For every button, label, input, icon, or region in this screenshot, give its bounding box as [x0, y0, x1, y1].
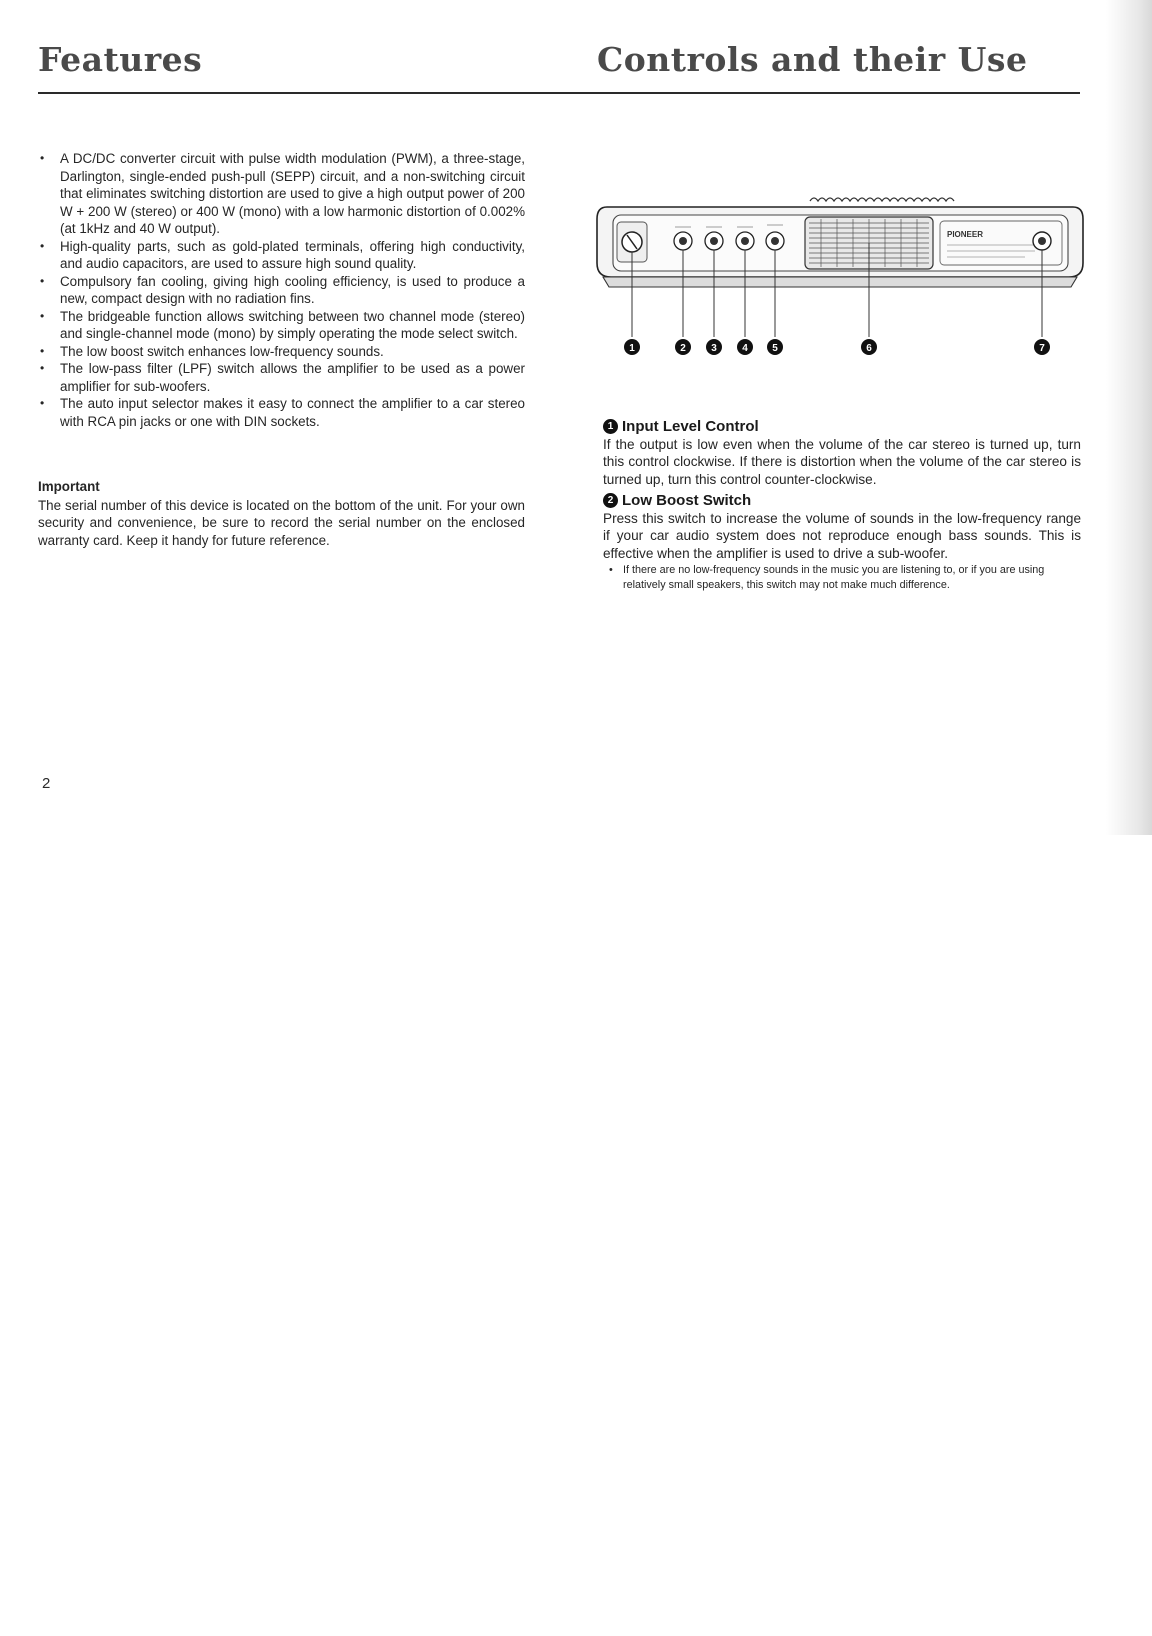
feature-item: • Compulsory fan cooling, giving high cooling efficiency, is used to produce a new, compact design with no radiation fins. [38, 273, 525, 308]
amplifier-front-panel-illustration [595, 195, 1085, 375]
feature-item: • High-quality parts, such as gold-plated terminals, offering high conductivity, and audio capacitors, are used to assure high sound quality. [38, 238, 525, 273]
control-description: Press this switch to increase the volume of sounds in the low-frequency range if your car audio system does not reproduce enough bass sounds. This is effective when the amplifier is used to drive a sub-woofer. [603, 510, 1081, 561]
power-indicator-dot [1038, 237, 1046, 245]
control-low-boost [603, 492, 1081, 592]
page-number: 2 [42, 775, 51, 792]
callout-5-label: 5 [772, 343, 778, 354]
controls-title: Controls and their Use [597, 40, 1028, 79]
control-number-badge: 1 [603, 419, 618, 434]
important-heading: Important [38, 479, 100, 494]
callout-2-label: 2 [680, 343, 686, 354]
features-title: Features [38, 40, 203, 79]
control-description: If the output is low even when the volume of the car stereo is turned up, turn this control clockwise. If there is distortion when the volume of the car stereo is turned up, turn this control counter-clockwise. [603, 436, 1081, 487]
feature-item: • A DC/DC converter circuit with pulse width modulation (PWM), a three-stage, Darlington, single-ended push-pull (SEPP) circuit, and a non-switching circuit that eliminates switching distortion are used to give a high output power of 200 W + 200 W (stereo) or 400 W (mono) with a low harmonic distortion of 0.002% (at 1kHz and 40 W output). [38, 150, 525, 238]
feature-item: • The bridgeable function allows switching between two channel mode (stereo) and single-channel mode (mono) by simply operating the mode select switch. [38, 308, 525, 343]
important-notice [38, 478, 525, 549]
control-number-badge: 2 [603, 493, 618, 508]
control-heading [603, 418, 1081, 436]
feature-item: • The auto input selector makes it easy to connect the amplifier to a car stereo with RCA pin jacks or one with DIN sockets. [38, 395, 525, 430]
feature-list [38, 150, 525, 430]
control-input-level [603, 418, 1081, 488]
control-title: Low Boost Switch [622, 492, 752, 509]
callout-7-label: 7 [1039, 343, 1045, 354]
important-text: The serial number of this device is located on the bottom of the unit. For your own security and convenience, be sure to record the serial number on the enclosed warranty card. Keep it handy for future reference. [38, 497, 525, 548]
callout-1-label: 1 [629, 343, 635, 354]
amplifier-base [603, 277, 1077, 287]
callout-6-label: 6 [866, 343, 872, 354]
callout-3-label: 3 [711, 343, 717, 354]
scan-shadow-edge [1106, 0, 1152, 835]
feature-item: • The low boost switch enhances low-frequency sounds. [38, 343, 525, 361]
control-note: • If there are no low-frequency sounds in the music you are listening to, or if you are using relatively small speakers, this switch may not make much difference. [603, 563, 1081, 592]
callout-markers [624, 339, 1050, 355]
features-column [38, 150, 525, 549]
controls-column [603, 418, 1081, 592]
heat-fin-lines [810, 198, 954, 201]
header-rule [38, 92, 1080, 94]
callout-4-label: 4 [742, 343, 748, 354]
control-title: Input Level Control [622, 418, 759, 435]
brand-label: PIONEER [947, 230, 984, 239]
amplifier-diagram [595, 195, 1085, 375]
control-heading [603, 492, 1081, 510]
feature-item: • The low-pass filter (LPF) switch allows the amplifier to be used as a power amplifier for sub-woofers. [38, 360, 525, 395]
